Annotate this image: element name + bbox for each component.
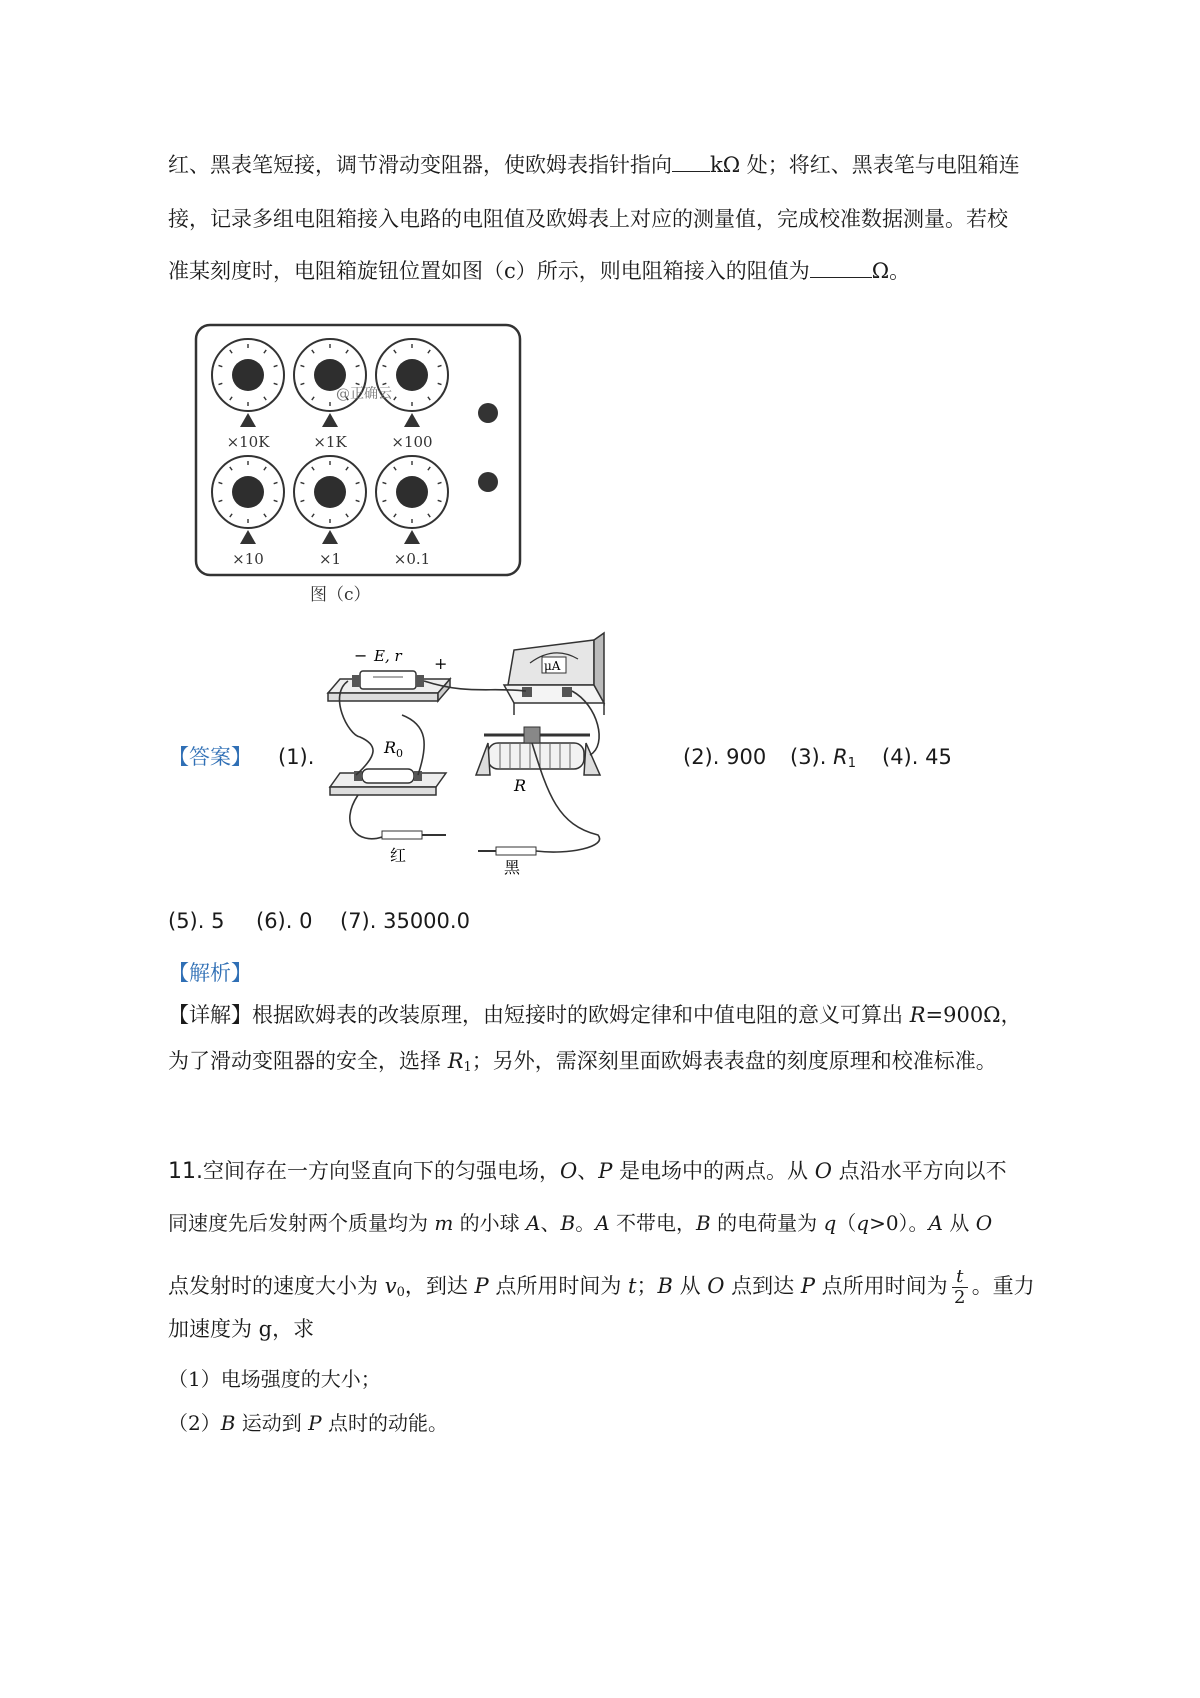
resistance-box-figure <box>190 320 530 610</box>
analysis-line2 <box>168 1046 997 1083</box>
dial-multiplier-label: ×10 <box>232 550 264 568</box>
figure-caption: 图（c） <box>310 585 371 605</box>
q11-var: t <box>628 1274 637 1298</box>
q11-var: O <box>707 1274 725 1298</box>
q11-text: （ <box>836 1211 857 1235</box>
analysis-text: ；另外，需深刻里面欧姆表表盘的刻度原理和校准标准。 <box>471 1049 997 1073</box>
answer-blank <box>810 257 872 278</box>
terminal-knob <box>478 472 498 492</box>
q11-text: ； <box>636 1274 658 1298</box>
para1-text: Ω。 <box>871 259 911 283</box>
q11-text: ，到达 <box>404 1274 475 1298</box>
answer-3 <box>790 742 856 779</box>
q11-var: B <box>696 1211 711 1235</box>
question-number: 11. <box>168 1159 203 1184</box>
q11-var: P <box>308 1411 322 1435</box>
q11-sub: 0 <box>396 1285 405 1300</box>
circuit-diagram <box>318 625 618 885</box>
q11-var: P <box>800 1274 815 1298</box>
r0-resistor <box>362 769 414 783</box>
q11-var: P <box>474 1274 489 1298</box>
para1-line2: 接，记录多组电阻箱接入电路的电阻值及欧姆表上对应的测量值，完成校准数据测量。若校 <box>168 207 1008 231</box>
dial-multiplier-label: ×1 <box>318 550 342 568</box>
q11-var: A <box>595 1211 610 1235</box>
analysis-tag: 【解析】 <box>168 961 252 985</box>
battery-plus-label: + <box>434 654 448 673</box>
q11-var: O <box>975 1211 993 1235</box>
analysis-var: R <box>909 1003 926 1027</box>
q11-line3 <box>168 1262 1035 1317</box>
q11-var: m <box>434 1211 454 1235</box>
analysis-text: 根据欧姆表的改装原理，由短接时的欧姆定律和中值电阻的意义可算出 <box>252 1003 903 1027</box>
dial-multiplier-label: ×10K <box>226 433 270 451</box>
q11-line1 <box>168 1156 1007 1187</box>
q11-text: 运动到 <box>235 1411 309 1435</box>
q11-var: A <box>928 1211 943 1235</box>
black-probe-label: 黑 <box>504 858 521 877</box>
q11-text: 的电荷量为 <box>710 1211 824 1235</box>
q11-text: 点所用时间为 <box>488 1274 629 1298</box>
q11-text: 点所用时间为 <box>815 1274 948 1298</box>
q11-var: B <box>560 1211 576 1235</box>
rheostat-label: R <box>514 776 527 795</box>
para1-text: 准某刻度时，电阻箱旋钮位置如图（c）所示，则电阻箱接入的阻值为 <box>168 259 810 283</box>
answer-3-prefix: (3). <box>790 745 827 769</box>
q11-var: P <box>598 1159 613 1183</box>
para1-line1 <box>168 150 1020 180</box>
q11-var: O <box>560 1159 578 1183</box>
answer-6: (6). 0 <box>256 909 313 933</box>
answer-2: (2). 900 <box>683 745 767 769</box>
q11-text: 、 <box>540 1211 561 1235</box>
answer-1: (1). <box>278 745 315 769</box>
answer-3-sub: 1 <box>847 756 856 771</box>
q11-text: 点到达 <box>724 1274 801 1298</box>
analysis-line1 <box>168 1000 1022 1030</box>
answer-3-var: R <box>833 745 848 769</box>
watermark: @正确云 <box>336 386 392 402</box>
red-probe <box>382 831 422 839</box>
dial-multiplier-label: ×1K <box>313 433 347 451</box>
para1-text: 红、黑表笔短接，调节滑动变阻器，使欧姆表指针指向 <box>168 153 672 177</box>
q11-sub-question-2 <box>168 1408 448 1438</box>
rheostat-slider <box>524 727 540 743</box>
battery-minus-label: − <box>354 646 368 665</box>
answer-5: (5). 5 <box>168 909 225 933</box>
q11-text: 同速度先后发射两个质量均为 <box>168 1211 435 1235</box>
q11-text: 。重力 <box>971 1274 1035 1298</box>
q11-text: 点时的动能。 <box>321 1411 448 1435</box>
analysis-sub: 1 <box>463 1060 472 1075</box>
q11-text: >0）。 <box>869 1211 929 1235</box>
q11-var: B <box>657 1274 673 1298</box>
q11-var: v <box>384 1274 397 1298</box>
terminal-knob <box>478 403 498 423</box>
q11-text: 从 <box>943 1211 976 1235</box>
fraction-numerator: t <box>956 1266 964 1287</box>
analysis-text: 为了滑动变阻器的安全，选择 <box>168 1049 441 1073</box>
q11-text: （2） <box>168 1411 221 1435</box>
q11-text: 、 <box>577 1159 599 1183</box>
q11-text: 。 <box>575 1211 596 1235</box>
q11-text: 点沿水平方向以不 <box>831 1159 1007 1183</box>
q11-text: 空间存在一方向竖直向下的匀强电场， <box>203 1159 560 1183</box>
black-probe <box>496 847 536 855</box>
q11-text: 点发射时的速度大小为 <box>168 1274 385 1298</box>
answer-4: (4). 45 <box>882 745 952 769</box>
q11-var: q <box>856 1211 870 1235</box>
r0-label: $R_0$ <box>384 738 404 760</box>
answer-tag: 【答案】 <box>168 745 252 769</box>
q11-line2 <box>168 1208 992 1238</box>
battery-label: E, r <box>374 647 402 665</box>
q11-text: 是电场中的两点。从 <box>612 1159 815 1183</box>
analysis-text: =900Ω， <box>925 1003 1022 1027</box>
answer-7: (7). 35000.0 <box>340 909 470 933</box>
para1-line3 <box>168 256 910 286</box>
microammeter-label: μA <box>544 659 561 673</box>
dial-multiplier-label: ×100 <box>391 433 433 451</box>
answer-blank <box>672 151 710 172</box>
q11-text: 不带电， <box>609 1211 697 1235</box>
red-probe-label: 红 <box>390 846 407 865</box>
q11-var: B <box>220 1411 236 1435</box>
detail-tag: 【详解】 <box>168 1003 252 1027</box>
dial-multiplier-label: ×0.1 <box>393 550 431 568</box>
battery <box>360 671 416 689</box>
fraction-denominator: 2 <box>953 1287 966 1308</box>
q11-var: A <box>526 1211 541 1235</box>
q11-var: q <box>823 1211 837 1235</box>
q11-var: O <box>814 1159 832 1183</box>
q11-line4: 加速度为 g，求 <box>168 1317 315 1341</box>
q11-sub-question-1: （1）电场强度的大小； <box>168 1367 381 1391</box>
analysis-var: R <box>447 1049 464 1073</box>
para1-text: kΩ 处；将红、黑表笔与电阻箱连 <box>710 153 1020 177</box>
fraction-t-over-2 <box>952 1267 968 1308</box>
q11-text: 的小球 <box>453 1211 527 1235</box>
q11-text: 从 <box>672 1274 708 1298</box>
